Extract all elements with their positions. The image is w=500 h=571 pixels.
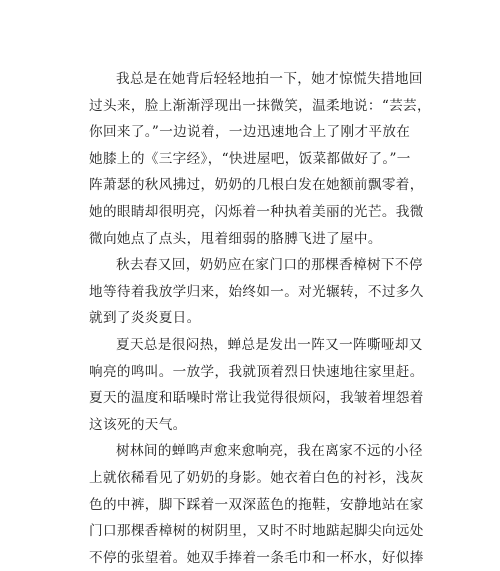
text-line: 她的眼睛却很明亮，闪烁着一种执着美丽的光芒。我微 (89, 203, 424, 220)
text-line: 不停的张望着。她双手捧着一条毛巾和一杯水，好似捧 (89, 549, 424, 566)
article-body (89, 66, 431, 571)
text-line: 她膝上的《三字经》，“快进屋吧，饭菜都做好了。”一 (89, 150, 411, 167)
text-line: 你回来了。”一边说着，一边迅速地合上了刚才平放在 (89, 124, 411, 141)
text-line: 阵萧瑟的秋风拂过，奶奶的几根白发在她额前飘零着， (89, 177, 424, 194)
text-line: 色的中裤，脚下踩着一双深蓝色的拖鞋，安静地站在家 (89, 496, 424, 513)
text-line: 我总是在她背后轻轻地拍一下，她才惊慌失措地回 (116, 71, 423, 87)
text-line: 上就依稀看见了奶奶的身影。她衣着白色的衬衫，浅灰 (89, 469, 424, 486)
paragraph-3 (89, 332, 424, 438)
text-line: 夏天的温度和聒噪时常让我觉得很烦闷，我皱着埋怨着 (89, 390, 424, 407)
text-line: 这该死的天气。 (89, 416, 187, 433)
text-line: 微向她点了点头，甩着细弱的胳膊飞进了屋中。 (89, 230, 382, 247)
text-line: 地等待着我放学归来，始终如一。对光辗转，不过多久 (89, 283, 424, 300)
text-line: 响亮的鸣叫。一放学，我就顶着烈日快速地往家里赶。 (89, 363, 424, 380)
text-line: 过头来，脸上渐渐浮现出一抹微笑，温柔地说：“芸芸， (89, 97, 431, 114)
paragraph-4 (89, 438, 424, 571)
text-line: 就到了炎炎夏日。 (89, 310, 201, 327)
paragraph-2 (89, 252, 424, 332)
paragraph-1 (89, 66, 431, 252)
text-line: 夏天总是很闷热，蝉总是发出一阵又一阵嘶哑却又 (116, 336, 423, 353)
text-line: 秋去春又回，奶奶应在家门口的那棵香樟树下不停 (116, 257, 423, 274)
text-line: 门口那棵香樟树的树阴里，又时不时地踮起脚尖向远处 (89, 523, 424, 540)
text-line: 树林间的蝉鸣声愈来愈响亮，我在离家不远的小径 (116, 443, 423, 460)
